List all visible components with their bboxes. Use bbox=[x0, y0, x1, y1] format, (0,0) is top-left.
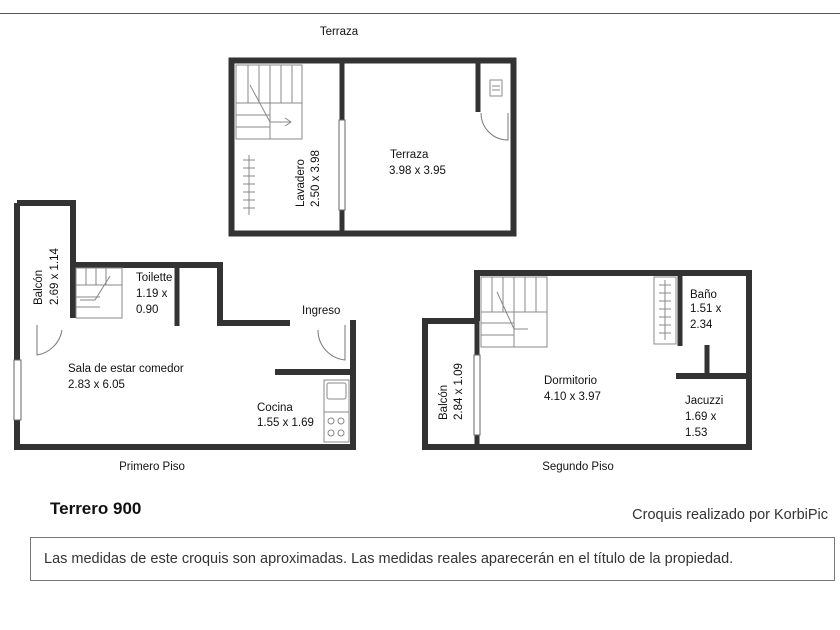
balcon-door bbox=[37, 325, 62, 355]
lavadero-dims: 2.50 x 3.98 bbox=[310, 150, 322, 207]
dormitorio-label: Dormitorio bbox=[544, 375, 598, 387]
segundo-piso-plan bbox=[425, 273, 749, 473]
cocina-label: Cocina bbox=[257, 402, 293, 414]
toilette-label: Toilette bbox=[136, 272, 173, 284]
dormitorio-dims: 4.10 x 3.97 bbox=[544, 391, 601, 403]
terraza-closet bbox=[478, 60, 508, 140]
project-title: Terrero 900 bbox=[50, 499, 142, 518]
segundo-balcon-dims: 2.84 x 1.09 bbox=[453, 363, 465, 420]
sala-dims: 2.83 x 6.05 bbox=[68, 379, 125, 391]
toilette-dims-2: 0.90 bbox=[136, 304, 159, 316]
primer-balcon-label: Balcón bbox=[33, 269, 45, 305]
primer-piso-stairs bbox=[76, 268, 122, 318]
bano-dims-1: 1.51 x bbox=[690, 303, 722, 315]
lavadero-label: Lavadero bbox=[295, 159, 307, 207]
segundo-closet bbox=[654, 277, 676, 344]
disclaimer-text: Las medidas de este croquis son aproximadas. Las medidas reales aparecerán en el título de la propiedad. bbox=[44, 551, 734, 567]
jacuzzi-label: Jacuzzi bbox=[685, 395, 724, 407]
primer-balcon-dims: 2.69 x 1.14 bbox=[49, 248, 61, 305]
bano-dims-2: 2.34 bbox=[690, 319, 713, 331]
divider-window bbox=[339, 120, 345, 210]
jacuzzi-dims-1: 1.69 x bbox=[685, 411, 717, 423]
terraza-room-dims: 3.98 x 3.95 bbox=[389, 165, 446, 177]
terraza-level-outer-wall bbox=[232, 61, 514, 234]
primer-piso-plan bbox=[14, 203, 353, 473]
terraza-level-title: Terraza bbox=[319, 26, 359, 38]
terraza-room-label: Terraza bbox=[390, 149, 429, 161]
segundo-piso-stairs bbox=[481, 277, 547, 347]
sala-label: Sala de estar comedor bbox=[68, 363, 184, 375]
primer-piso-title: Primero Piso bbox=[119, 461, 185, 473]
balcon-window bbox=[14, 360, 21, 420]
bano-label: Baño bbox=[690, 289, 717, 301]
cocina-dims: 1.55 x 1.69 bbox=[257, 417, 314, 429]
primer-piso-outer-wall bbox=[17, 203, 353, 447]
segundo-piso-title: Segundo Piso bbox=[542, 461, 614, 473]
credit-text: Croquis realizado por KorbiPic bbox=[632, 507, 828, 523]
segundo-balcon-window bbox=[474, 355, 480, 435]
terraza-stairs bbox=[236, 65, 302, 139]
cocina-counter bbox=[324, 380, 349, 442]
toilette-dims-1: 1.19 x bbox=[136, 288, 168, 300]
disclaimer-box bbox=[30, 537, 835, 581]
ingreso-label: Ingreso bbox=[302, 305, 341, 317]
lavadero-rack bbox=[243, 155, 255, 215]
ingreso-door bbox=[318, 325, 345, 360]
jacuzzi-dims-2: 1.53 bbox=[685, 427, 708, 439]
segundo-balcon-label: Balcón bbox=[438, 384, 450, 420]
terraza-level-plan bbox=[232, 26, 514, 234]
